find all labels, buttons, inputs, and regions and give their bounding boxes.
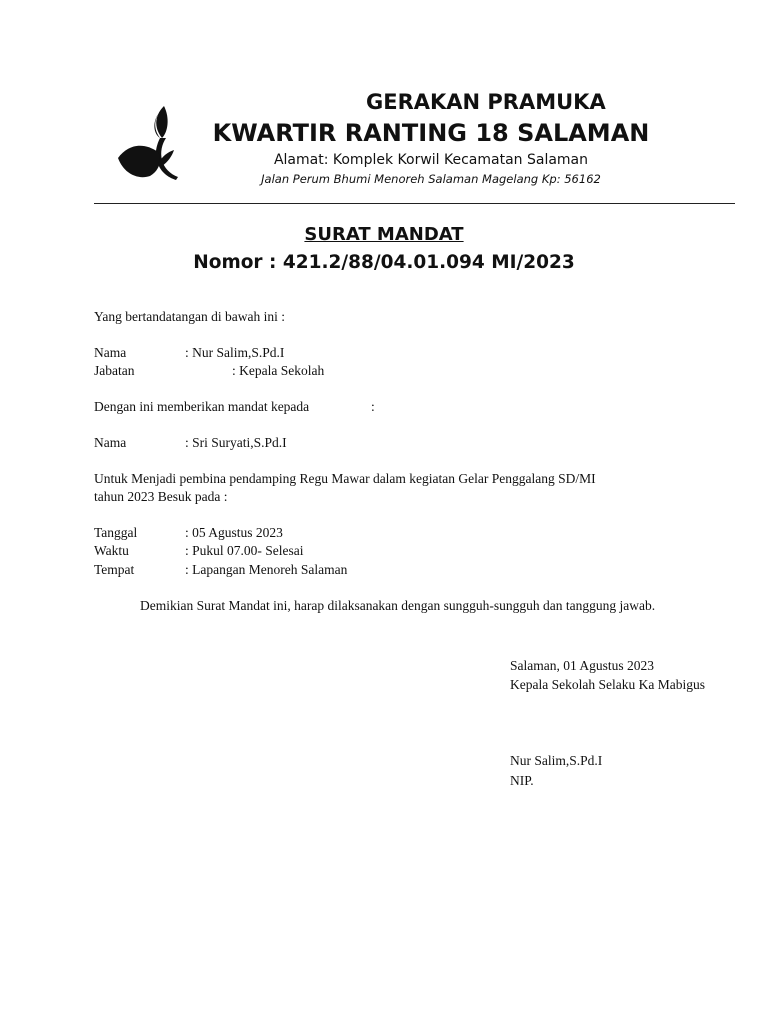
purpose-line2: tahun 2023 Besuk pada : [94,489,228,504]
date-value: : 05 Agustus 2023 [185,525,283,540]
signature-nip: NIP. [510,773,534,788]
recipient-name-value: : Sri Suryati,S.Pd.I [185,435,287,450]
letter-heading: SURAT MANDAT [304,224,464,245]
intro-text: Yang bertandatangan di bawah ini : [94,309,285,324]
signer-position-label: Jabatan [94,363,135,378]
place-label: Tempat [94,562,135,577]
signer-name-label: Nama [94,345,127,360]
org-line2: KWARTIR RANTING 18 SALAMAN [212,119,650,147]
time-label: Waktu [94,543,129,558]
purpose-line1: Untuk Menjadi pembina pendamping Regu Mawar dalam kegiatan Gelar Penggalang SD/MI [94,471,596,486]
signer-position-value: : Kepala Sekolah [232,363,325,378]
signer-name-value: : Nur Salim,S.Pd.I [185,345,285,360]
place-value: : Lapangan Menoreh Salaman [185,562,348,577]
signature-name: Nur Salim,S.Pd.I [510,753,603,768]
closing-paragraph: Demikian Surat Mandat ini, harap dilaksanakan dengan sungguh-sungguh dan tanggung jawab. [140,598,656,613]
signature-role: Kepala Sekolah Selaku Ka Mabigus [510,677,705,692]
letter-page: GERAKAN PRAMUKA KWARTIR RANTING 18 SALAMAN Alamat: Komplek Korwil Kecamatan Salaman Jalan Perum Bhumi Menoreh Salaman Magelang Kp: 56162 SURAT MANDAT Nomor : 421.2/88/04.01.094 MI/2023 Yang bertandatangan di bawah ini : Nama : Nur Salim,S.Pd.I Jabatan : Kepala Sekolah Dengan ini memberikan mandat kepada : Nama : Sri Suryati,S.Pd.I Untuk Menjadi pembina pendamping Regu Mawar dalam kegiatan Gelar Penggalang SD/MI tahun 2023 Besuk pada : Tanggal : 05 Agustus 2023 Waktu : Pukul 07.00- Selesai Tempat : Lapangan Menoreh Salaman Demikian Surat Mandat ini, harap dilaksanakan dengan sungguh-sungguh dan tanggung jawab. Salaman, 01 Agustus 2023 Kepala Sekolah Selaku Ka Mabigus Nur Salim,S.Pd.I NIP. [0,0,768,1024]
time-value: : Pukul 07.00- Selesai [185,543,304,558]
address-line: Alamat: Komplek Korwil Kecamatan Salaman [273,152,589,168]
mandate-intro-text: Dengan ini memberikan mandat kepada [94,399,310,414]
recipient-name-label: Nama [94,435,127,450]
mandate-intro-colon: : [371,399,375,414]
date-label: Tanggal [94,525,138,540]
street-line: Jalan Perum Bhumi Menoreh Salaman Magelang Kp: 56162 [261,172,601,186]
signature-place-date: Salaman, 01 Agustus 2023 [510,658,654,673]
letter-number: Nomor : 421.2/88/04.01.094 MI/2023 [193,252,575,273]
letterhead-divider [94,203,735,204]
